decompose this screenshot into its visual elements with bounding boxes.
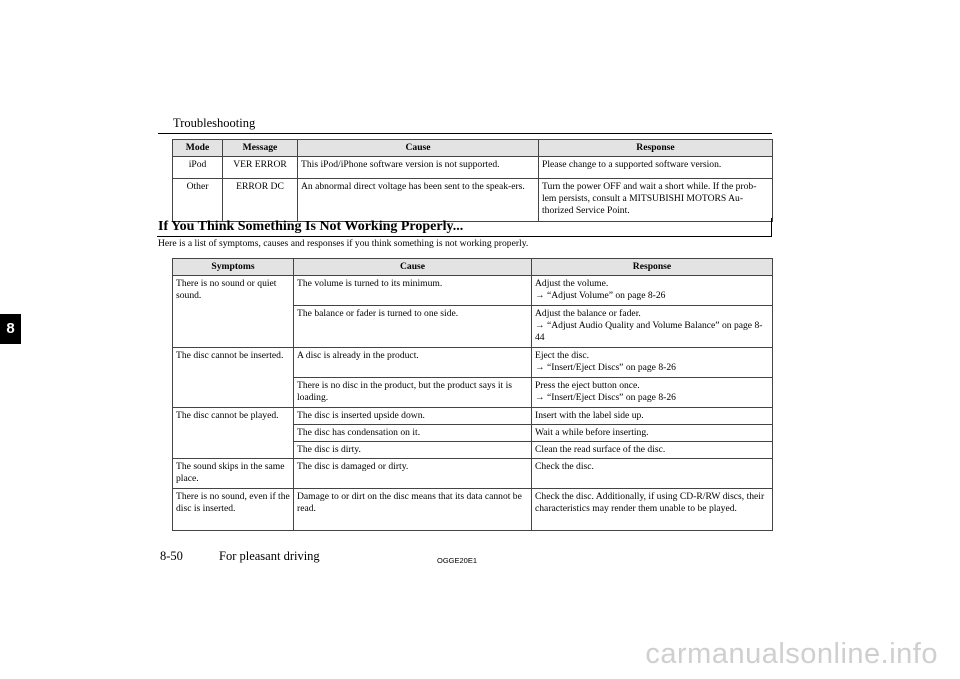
cause-cell: The balance or fader is turned to one side.	[294, 306, 532, 348]
col-header-mode: Mode	[173, 140, 223, 157]
message-cell: VER ERROR	[223, 157, 298, 179]
mode-cell: Other	[173, 179, 223, 222]
cause-cell: The disc is dirty.	[294, 442, 532, 459]
chapter-tab: 8	[0, 314, 21, 344]
page-reference: → “Adjust Audio Quality and Volume Balance” on page 8-44	[535, 320, 763, 343]
page-number: 8-50	[160, 549, 183, 563]
running-header-title: Troubleshooting	[173, 116, 256, 130]
table-row	[173, 179, 773, 222]
response-cell	[532, 378, 773, 408]
response-cell: Turn the power OFF and wait a short while. If the prob-lem persists, consult a MITSUBISHI MOTORS Au-thorized Service Point.	[539, 179, 773, 222]
section-intro: Here is a list of symptoms, causes and responses if you think something is not working properly.	[158, 238, 529, 249]
section-heading: If You Think Something Is Not Working Properly...	[157, 218, 772, 237]
response-cell	[532, 276, 773, 306]
table-row	[173, 348, 773, 378]
response-cell: Check the disc.	[532, 459, 773, 489]
page-reference: → “Insert/Eject Discs” on page 8-26	[535, 362, 676, 373]
response-cell: Please change to a supported software version.	[539, 157, 773, 179]
symptom-table	[172, 258, 773, 531]
cause-cell: An abnormal direct voltage has been sent to the speak-ers.	[298, 179, 539, 222]
header-rule	[158, 133, 772, 134]
message-cell: ERROR DC	[223, 179, 298, 222]
cause-cell: The disc is damaged or dirty.	[294, 459, 532, 489]
page-reference: → “Adjust Volume” on page 8-26	[535, 290, 666, 301]
footer-section-name: For pleasant driving	[219, 549, 320, 563]
response-text: Press the eject button once.	[535, 380, 640, 391]
response-text: Eject the disc.	[535, 350, 590, 361]
table-row	[173, 408, 773, 425]
error-message-table	[172, 139, 773, 222]
cause-cell: There is no disc in the product, but the product says it is loading.	[294, 378, 532, 408]
symptom-cell: The disc cannot be played.	[173, 408, 294, 459]
col-header-cause: Cause	[298, 140, 539, 157]
cause-cell: The disc is inserted upside down.	[294, 408, 532, 425]
table-row	[173, 276, 773, 306]
cause-cell: A disc is already in the product.	[294, 348, 532, 378]
page-reference: → “Insert/Eject Discs” on page 8-26	[535, 392, 676, 403]
symptom-cell: There is no sound or quiet sound.	[173, 276, 294, 348]
response-text: Adjust the volume.	[535, 278, 609, 289]
col-header-response: Response	[532, 259, 773, 276]
watermark: carmanualsonline.info	[645, 638, 938, 670]
document-code: OGGE20E1	[437, 556, 478, 565]
symptom-cell: The disc cannot be inserted.	[173, 348, 294, 408]
cause-cell: Damage to or dirt on the disc means that its data cannot be read.	[294, 489, 532, 531]
symptom-cell: The sound skips in the same place.	[173, 459, 294, 489]
response-cell: Insert with the label side up.	[532, 408, 773, 425]
col-header-message: Message	[223, 140, 298, 157]
response-cell: Clean the read surface of the disc.	[532, 442, 773, 459]
response-cell: Wait a while before inserting.	[532, 425, 773, 442]
col-header-response: Response	[539, 140, 773, 157]
table-row	[173, 489, 773, 531]
col-header-symptoms: Symptoms	[173, 259, 294, 276]
response-cell: Check the disc. Additionally, if using CD-R/RW discs, their characteristics may render them unable to be played.	[532, 489, 773, 531]
table-row	[173, 459, 773, 489]
symptom-cell: There is no sound, even if the disc is inserted.	[173, 489, 294, 531]
cause-cell: The volume is turned to its minimum.	[294, 276, 532, 306]
cause-cell: This iPod/iPhone software version is not supported.	[298, 157, 539, 179]
mode-cell: iPod	[173, 157, 223, 179]
response-text: Adjust the balance or fader.	[535, 308, 641, 319]
response-cell	[532, 306, 773, 348]
col-header-cause: Cause	[294, 259, 532, 276]
table-row	[173, 157, 773, 179]
cause-cell: The disc has condensation on it.	[294, 425, 532, 442]
response-cell	[532, 348, 773, 378]
